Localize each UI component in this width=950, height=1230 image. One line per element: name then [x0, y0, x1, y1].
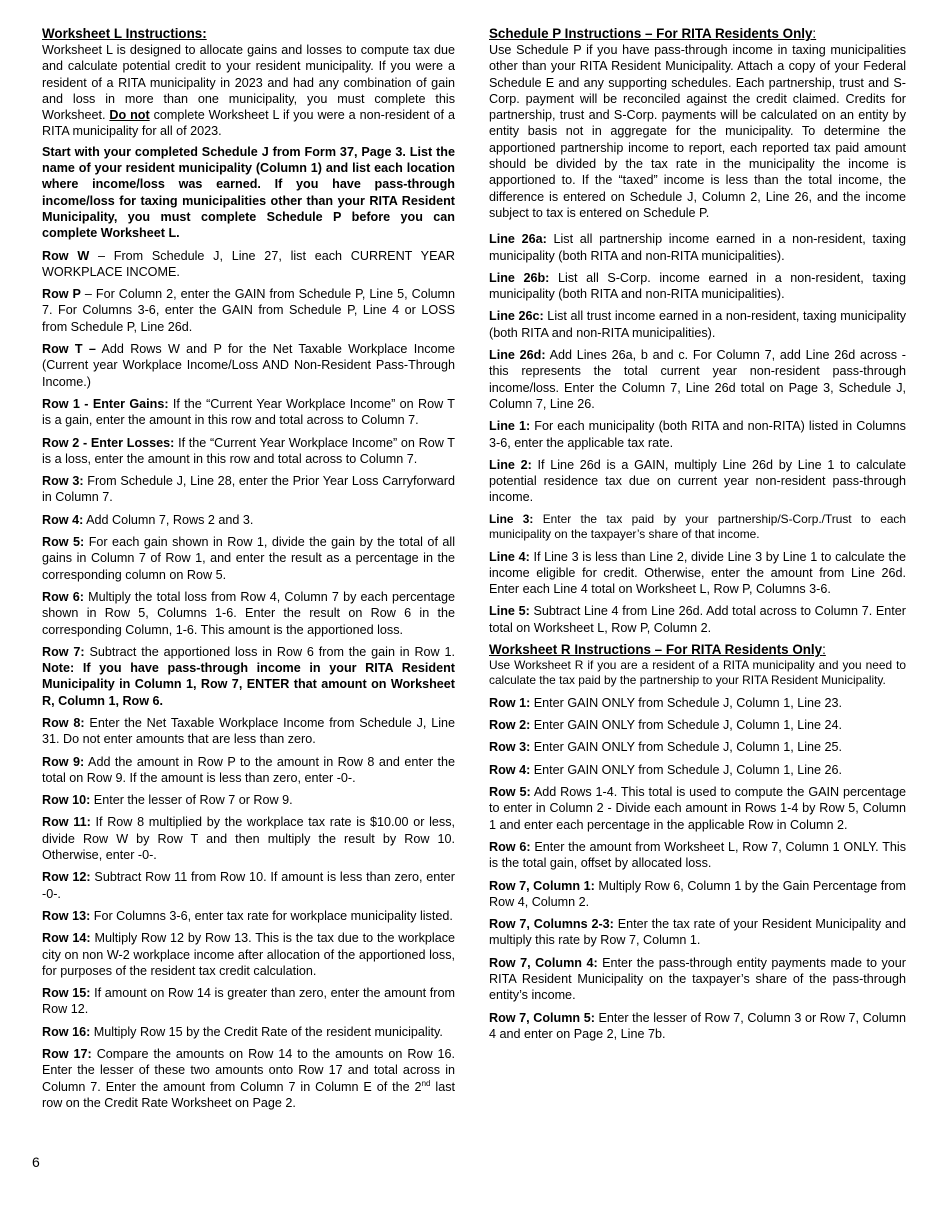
line-26c-instruction: Line 26c: List all trust income earned in a non-resident, taxing municipality (both RITA and non-RITA municipalities). [489, 309, 906, 340]
row-11-instruction: Row 11: If Row 8 multiplied by the workplace tax rate is $10.00 or less, divide Row W by Row T and then multiply the result by Row 10. Otherwise, enter -0-. [42, 815, 455, 863]
line-26d-instruction: Line 26d: Add Lines 26a, b and c. For Column 7, add Line 26d across - this represents the total current year non-resident pass-through income/loss. Enter the Column 7, Line 26d total on Page 3, Schedule J, Column 7, Line 26. [489, 348, 906, 411]
line-26b-instruction: Line 26b: List all S-Corp. income earned in a non-resident, taxing municipality (both RITA and non-RITA municipalities). [489, 270, 906, 302]
row-15-instruction: Row 15: If amount on Row 14 is greater than zero, enter the amount from Row 12. [42, 986, 455, 1017]
row-7-instruction: Row 7: Subtract the apportioned loss in Row 6 from the gain in Row 1. Note: If you have pass-through income in your RITA Resident Municipality in Column 1, Row 7, ENTER that amount on Worksheet R, Column 1, Row 6. [42, 644, 455, 708]
worksheet-r-heading: Worksheet R Instructions – For RITA Residents Only: [489, 642, 826, 658]
line-3-instruction: Line 3: Enter the tax paid by your partnership/S-Corp./Trust to each municipality on the taxpayer’s share of that income. [489, 511, 906, 542]
superscript-nd: nd [421, 1078, 431, 1088]
row-6-instruction: Row 6: Multiply the total loss from Row 4, Column 7 by each percentage shown in Row 5, Columns 1-6. Enter the result on Row 6 in the corresponding Column, 1-6. This amount is the apportioned loss. [42, 589, 456, 637]
wr-row-7-col-2-3-instruction: Row 7, Columns 2-3: Enter the tax rate of your Resident Municipality and multiply this rate by Row 7, Column 1. [489, 917, 907, 948]
line-5-instruction: Line 5: Subtract Line 4 from Line 26d. Add total across to Column 7. Enter total on Worksheet L, Row P, Column 2. [489, 604, 906, 635]
row-16-instruction: Row 16: Multiply Row 15 by the Credit Rate of the resident municipality. [42, 1024, 443, 1039]
wr-row-3-instruction: Row 3: Enter GAIN ONLY from Schedule J, Column 1, Line 25. [489, 740, 843, 755]
intro-emphasis: Do not [109, 108, 150, 123]
intro-text-1: Worksheet L is designed to allocate gains and losses to compute tax due and calculate potential credit to your resident municipality. If you were a resident of a RITA municipality in 2023 and had any combination of gain and loss in more than one municipality, you must complete this Worksheet. [42, 43, 455, 123]
row-9-instruction: Row 9: Add the amount in Row P to the amount in Row 8 and enter the total on Row 9. If the amount is less than zero, enter -0-. [42, 754, 456, 785]
wr-row-7-col-5-instruction: Row 7, Column 5: Enter the lesser of Row 7, Column 3 or Row 7, Column 4 and enter on Page 2, Line 7b. [489, 1010, 906, 1041]
row-7-note: Note: If you have pass-through income in your RITA Resident Municipality in Column 1, Row 7, ENTER that amount on Worksheet R, Column 1, Row 6. [42, 661, 455, 708]
wr-row-1-instruction: Row 1: Enter GAIN ONLY from Schedule J, Column 1, Line 23. [489, 695, 843, 710]
line-2-instruction: Line 2: If Line 26d is a GAIN, multiply Line 26d by Line 1 to calculate potential residence tax due on current year non-resident pass-through income. [489, 457, 906, 505]
row-10-instruction: Row 10: Enter the lesser of Row 7 or Row 9. [42, 793, 293, 808]
wr-row-6-instruction: Row 6: Enter the amount from Worksheet L, Row 7, Column 1 ONLY. This is the total gain, offset by allocated loss. [489, 839, 906, 871]
row-14-instruction: Row 14: Multiply Row 12 by Row 13. This is the tax due to the workplace city on non W-2 workplace income after allocation of the apportioned loss, for purposes of the resident tax credit calculation. [42, 931, 455, 978]
wr-row-7-col-1-instruction: Row 7, Column 1: Multiply Row 6, Column 1 by the Gain Percentage from Row 4, Column 2. [489, 878, 906, 909]
row-13-instruction: Row 13: For Columns 3-6, enter tax rate for workplace municipality listed. [42, 908, 453, 923]
worksheet-l-instructions [42, 26, 455, 1117]
row-t-instruction: Row T – Add Rows W and P for the Net Taxable Workplace Income (Current year Workplace Income/Loss AND Non-Resident Pass-Through Income.) [42, 342, 455, 389]
line-1-instruction: Line 1: For each municipality (both RITA and non-RITA) listed in Columns 3-6, enter the applicable tax rate. [489, 419, 906, 450]
line-26a-instruction: Line 26a: List all partnership income earned in a non-resident, taxing municipality (both RITA and non-RITA municipalities). [489, 232, 906, 263]
worksheet-l-intro [42, 42, 455, 140]
wr-row-5-instruction: Row 5: Add Rows 1-4. This total is used to compute the GAIN percentage to enter in Column 2 - Divide each amount in Rows 1-4 by Row 5, Column 1 and enter each percentage in the applicable Row in Column 2. [489, 785, 906, 832]
worksheet-l-start-note: Start with your completed Schedule J from Form 37, Page 3. List the name of your resident municipality (Column 1) and list each location where income/loss was earned. If you have pass-through income/loss for taxing municipalities other than your RITA Resident Municipality, you must complete Schedule P before you can complete Worksheet L. [42, 144, 455, 241]
schedule-p-heading: Schedule P Instructions – For RITA Residents Only: [489, 26, 817, 41]
intro-text-2: complete Worksheet L if you were a non-resident of a RITA municipality for all of 2023. [42, 108, 455, 139]
row-4-instruction: Row 4: Add Column 7, Rows 2 and 3. [42, 512, 254, 527]
schedule-p-intro: Use Schedule P if you have pass-through income in taxing municipalities other than your RITA Resident Municipality. Attach a copy of your Federal Schedule E and any supporting schedules. Each partnership, trust and S-Corp. payment will be reconciled against the credit claimed. Credits for partnership, trust and S-Corp. payments will be calculated on an entity by entity basis not in aggregate for the municipality. To determine the apportioned partnership income to report, each reported tax paid amount should be divided by the tax rate in the municipality the income is apportioned to. If the “taxed” income is less than the total income, the difference is entered on Schedule J, Column 2, Line 26, and the income subject to tax is entered on Schedule P. [489, 43, 906, 220]
row-5-instruction: Row 5: For each gain shown in Row 1, divide the gain by the total of all gains in Column 7 of Row 1, and enter the result as a percentage in the corresponding column on Row 5. [42, 535, 455, 582]
wr-row-2-instruction: Row 2: Enter GAIN ONLY from Schedule J, Column 1, Line 24. [489, 718, 843, 733]
row-1-instruction: Row 1 - Enter Gains: If the “Current Year Workplace Income” on Row T is a gain, enter the amount in this row and total across to Column 7. [42, 396, 455, 428]
schedule-p-and-worksheet-r-instructions [489, 26, 906, 1048]
row-8-instruction: Row 8: Enter the Net Taxable Workplace Income from Schedule J, Line 31. Do not enter amounts that are less than zero. [42, 715, 456, 747]
wr-row-7-col-4-instruction: Row 7, Column 4: Enter the pass-through entity payments made to your RITA Resident Municipality on the taxpayer’s share of the pass-through entity’s income. [489, 955, 906, 1003]
wr-row-4-instruction: Row 4: Enter GAIN ONLY from Schedule J, Column 1, Line 26. [489, 762, 843, 777]
page-number: 6 [32, 1154, 40, 1170]
row-w-instruction: Row W – From Schedule J, Line 27, list each CURRENT YEAR WORKPLACE INCOME. [42, 248, 455, 279]
row-p-instruction: Row P – For Column 2, enter the GAIN from Schedule P, Line 5, Column 7. For Columns 3-6, enter the GAIN from Schedule P, Line 4 or LOSS from Schedule P, Line 26d. [42, 287, 455, 334]
worksheet-l-heading: Worksheet L Instructions: [42, 26, 207, 41]
row-17-instruction: Row 17: Compare the amounts on Row 14 to the amounts on Row 16. Enter the lesser of these two amounts onto Row 17 and total across in Column 7. Enter the amount from Column 7 in Column E of the 2nd last row on the Credit Rate Worksheet on Page 2. [42, 1047, 455, 1110]
row-2-instruction: Row 2 - Enter Losses: If the “Current Year Workplace Income” on Row T is a loss, enter the amount in this row and total across to Column 7. [42, 435, 455, 466]
line-4-instruction: Line 4: If Line 3 is less than Line 2, divide Line 3 by Line 1 to calculate the income eligible for credit. Otherwise, enter the amount from Line 26d. Enter each Line 4 total on Worksheet L, Row P, Columns 3-6. [489, 549, 906, 597]
row-12-instruction: Row 12: Subtract Row 11 from Row 10. If amount is less than zero, enter -0-. [42, 870, 455, 901]
worksheet-r-intro: Use Worksheet R if you are a resident of a RITA municipality and you need to calculate the tax paid by the partnership to your RITA Resident Municipality. [489, 658, 906, 688]
row-3-instruction: Row 3: From Schedule J, Line 28, enter the Prior Year Loss Carryforward in Column 7. [42, 474, 455, 505]
